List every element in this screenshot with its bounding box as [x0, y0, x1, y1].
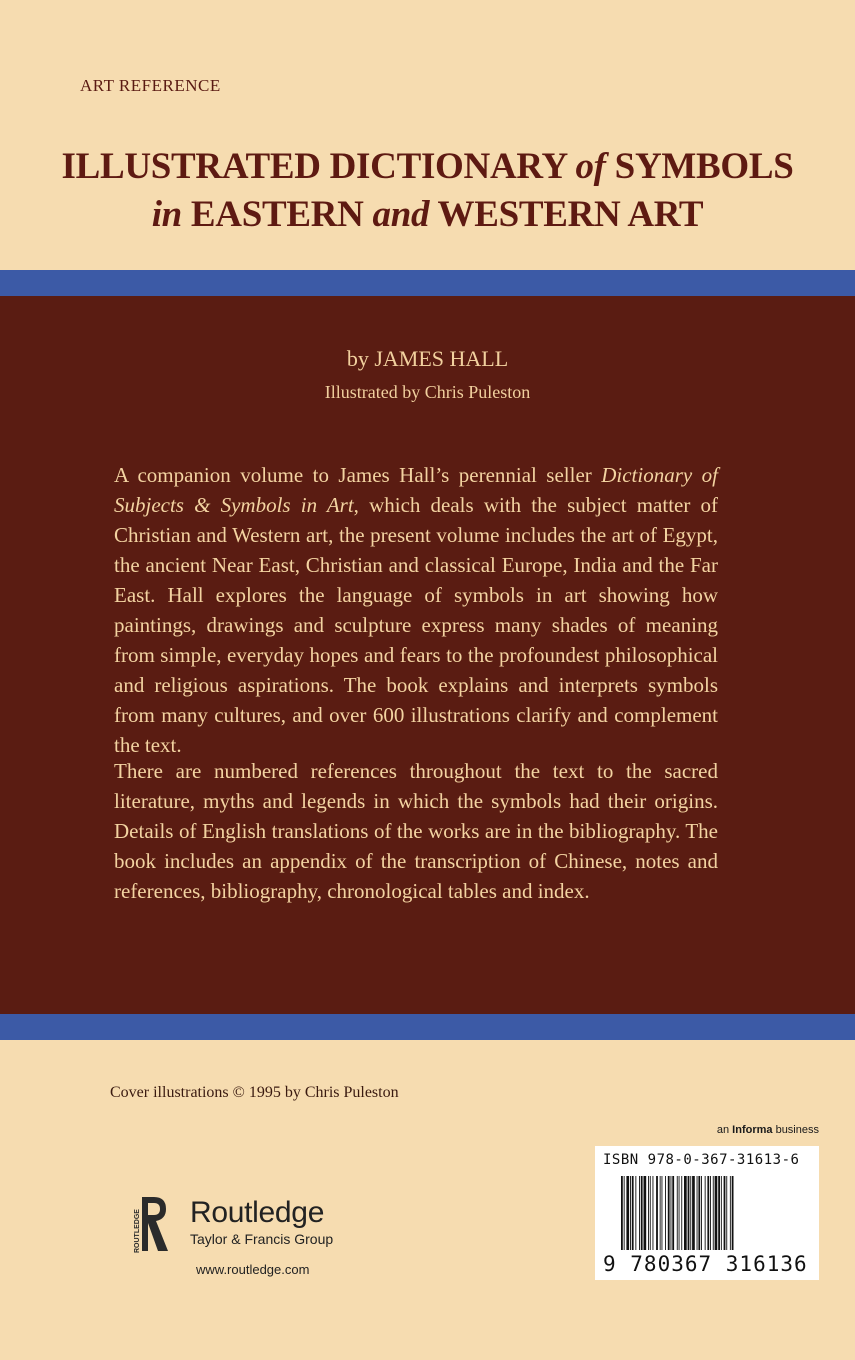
isbn-text: ISBN 978-0-367-31613-6 — [603, 1152, 800, 1168]
barcode-bar — [621, 1176, 623, 1250]
barcode-bar — [707, 1176, 709, 1250]
barcode-bar — [690, 1176, 691, 1250]
barcode-bar — [648, 1176, 649, 1250]
cover-credit: Cover illustrations © 1995 by Chris Puleston — [110, 1084, 399, 1101]
barcode-bar — [688, 1176, 690, 1250]
ean-digits: 9 780367 316136 — [603, 1252, 808, 1276]
barcode-bar — [698, 1176, 700, 1250]
title-part: in — [151, 194, 182, 235]
book-title-line-2 — [0, 191, 855, 239]
category-label: ART REFERENCE — [80, 76, 221, 95]
publisher-website: www.routledge.com — [196, 1262, 310, 1277]
barcode-bars — [621, 1176, 801, 1250]
blue-divider-bottom — [0, 1014, 855, 1040]
barcode-bar — [679, 1176, 680, 1250]
description-paragraph-1 — [114, 460, 718, 760]
barcode-bar — [650, 1176, 651, 1250]
barcode-bar — [624, 1176, 625, 1250]
barcode-bar — [656, 1176, 658, 1250]
barcode-bar — [730, 1176, 731, 1250]
logo-vertical-text: ROUTLEDGE — [134, 1209, 141, 1253]
title-part: EASTERN — [181, 194, 373, 235]
informa-tagline — [717, 1124, 819, 1136]
barcode-bar — [641, 1176, 643, 1250]
informa-prefix: an — [716, 1124, 733, 1136]
barcode-bar — [710, 1176, 711, 1250]
publisher-group: Taylor & Francis Group — [190, 1231, 334, 1247]
illustrator-byline: Illustrated by Chris Puleston — [324, 382, 531, 402]
barcode-bar — [681, 1176, 682, 1250]
barcode-bar — [639, 1176, 640, 1250]
top-section — [0, 0, 855, 270]
book-title-line-1 — [0, 143, 855, 191]
barcode-bar — [630, 1176, 631, 1250]
barcode-bar — [732, 1176, 734, 1250]
barcode-bar — [662, 1176, 663, 1250]
barcode-bar — [701, 1176, 702, 1250]
barcode-bar — [718, 1176, 720, 1250]
author-byline: by JAMES HALL — [346, 346, 509, 371]
barcode-bar — [644, 1176, 647, 1250]
barcode-bar — [672, 1176, 674, 1250]
informa-suffix: business — [772, 1124, 819, 1136]
publisher-brand — [190, 1196, 333, 1248]
title-part: ILLUSTRATED DICTIONARY — [61, 146, 576, 187]
barcode-bar — [677, 1176, 678, 1250]
barcode-bar — [713, 1176, 714, 1250]
barcode-bar — [626, 1176, 629, 1250]
barcode-bar — [724, 1176, 726, 1250]
barcode-bar — [715, 1176, 718, 1250]
barcode-bar — [671, 1176, 672, 1250]
barcode-bar — [726, 1176, 727, 1250]
barcode-bar — [692, 1176, 695, 1250]
paragraph-text: A companion volume to James Hall’s perennial seller — [114, 463, 602, 487]
publisher-name: Routledge — [190, 1196, 325, 1229]
referenced-book-title: Dictionary of Subjects & Symbols in Art — [114, 463, 718, 517]
barcode-bar — [653, 1176, 654, 1250]
barcode-bar — [668, 1176, 670, 1250]
barcode-bar — [705, 1176, 706, 1250]
barcode-bar — [665, 1176, 666, 1250]
routledge-logo-icon — [136, 1193, 176, 1255]
paragraph-text: , which deals with the subject matter of Christian and Western art, the present volume includes the art of Egypt, the ancient Near East, Christian and classical Europe, India and the Far East. Hall explores the language of symbols in art showing how paintings, drawings and sculpture express many shades of meaning from simple, everyday hopes and fears to the profoundest philosophical and religious aspirations. The book explains and interprets symbols from many cultures, and over 600 illustrations clarify and complement the text. — [114, 493, 718, 757]
barcode — [595, 1146, 819, 1280]
description-paragraph-2: There are numbered references throughout the text to the sacred literature, myths and legends in which the symbols had their origins. Details of English translations of the works are in the bibliography. The book includes an appendix of the transcription of Chinese, notes and references, bibliography, chronological tables and index. — [114, 759, 718, 903]
informa-brand: Informa — [732, 1124, 773, 1136]
barcode-bar — [697, 1176, 698, 1250]
title-part: and — [372, 194, 430, 235]
barcode-bar — [660, 1176, 661, 1250]
barcode-bar — [721, 1176, 722, 1250]
title-part: SYMBOLS — [605, 146, 794, 187]
barcode-bar — [635, 1176, 636, 1250]
blue-divider-top — [0, 270, 855, 296]
title-part: of — [575, 146, 606, 187]
description-panel — [0, 296, 855, 1014]
title-part: WESTERN ART — [429, 194, 704, 235]
barcode-bar — [632, 1176, 634, 1250]
barcode-bar — [684, 1176, 687, 1250]
